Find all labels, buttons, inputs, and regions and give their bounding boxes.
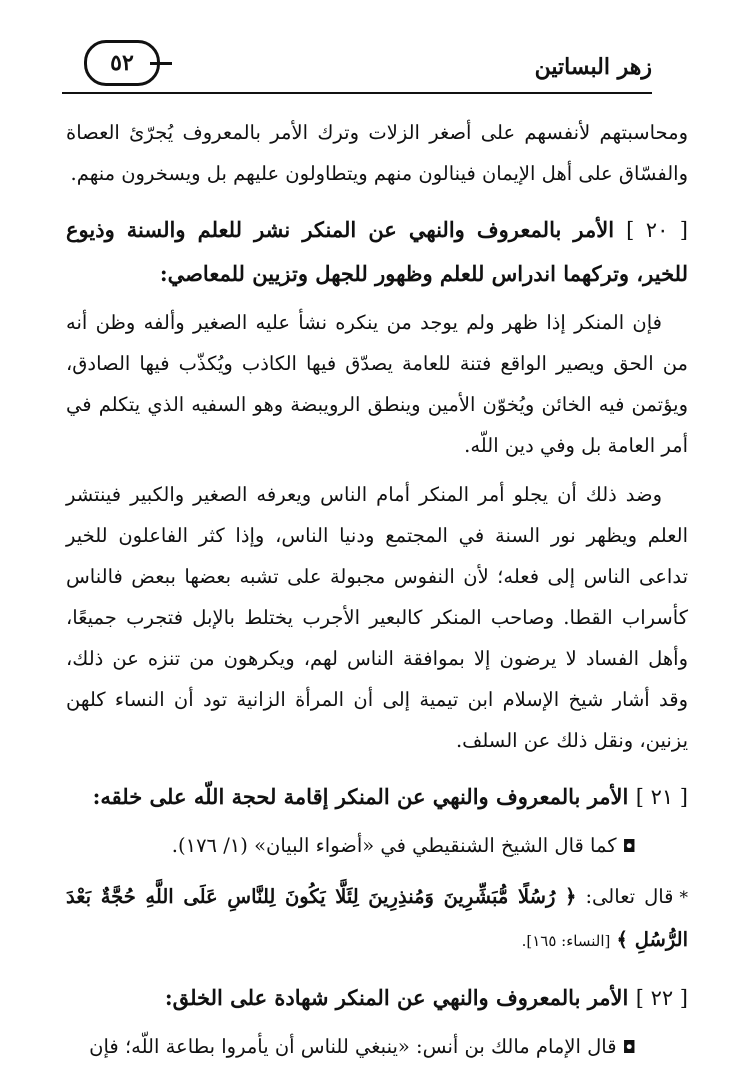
verse-lead: قال تعالى: [585,885,674,908]
verse-reference: [النساء: ١٦٥]. [521,932,611,950]
section-title: الأمر بالمعروف والنهي عن المنكر نشر للعلم والسنة وذيوع للخير، وتركهما اندراس للعلم وظهور للجهل وتزيين للمعاصي: [66,217,688,286]
page-number-badge [84,40,160,86]
paragraph-3: وضد ذلك أن يجلو أمر المنكر أمام الناس ويعرفه الصغير والكبير فينتشر العلم ويظهر نور السنة في المجتمع ودنيا الناس، وإذا كثر الفاعلون للخير تداعى الناس إلى فعله؛ لأن النفوس مجبولة على تشبه بعضها ببعض فالناس كأسراب القطا. وصاحب المنكر كالبعير الأجرب يختلط بالإبل فتجرب جميعًا، وأهل الفساد لا يرضون إلا بموافقة الناس لهم، ويكرهون من تنزه عن ذلك، وقد أشار شيخ الإسلام ابن تيمية إلى أن المرأة الزانية تود أن النساء كلهن يزنين، ونقل ذلك عن السلف. [66,483,688,752]
box-marker-icon: ◘ [622,1038,636,1058]
page-header [62,40,686,96]
paragraph-2: فإن المنكر إذا ظهر ولم يوجد من ينكره نشأ عليه الصغير وألفه وظن أنه من الحق ويصير الواقع فتنة للعامة يصدّق فيها الكاذب ويُكذّب فيها الصادق، ويؤتمن فيه الخائن ويُخوّن الأمين وينطق الرويبضة وهو السفيه الذي يتكلم في أمر العامة بل وفي دين اللّه. [66,311,688,457]
running-title: زهر البساتين [534,54,652,80]
page-number: ٥٢ [110,50,134,76]
paragraph-4 [66,825,688,868]
section-number: [ ٢١ ] [635,785,688,809]
paragraph-1: ومحاسبتهم لأنفسهم على أصغر الزلات وترك الأمر بالمعروف يُجرّئ العصاة والفسّاق على أهل الإيمان فينالون منهم ويتطاولون عليهم بل ويسخرون منهم. [66,121,688,185]
paragraph-text: كما قال الشيخ الشنقيطي في «أضواء البيان» (١/ ١٧٦). [171,834,617,857]
section-number: [ ٢٢ ] [635,986,688,1010]
quran-verse: ﴿ رُسُلًا مُّبَشِّرِينَ وَمُنذِرِينَ لِئَلَّا يَكُونَ لِلنَّاسِ عَلَى اللَّهِ حُجَّةٌ بَعْدَ الرُّسُلِ ﴾ [66,885,688,951]
paragraph-6 [66,1026,688,1069]
section-number: [ ٢٠ ] [626,218,689,242]
section-heading-20 [66,208,688,296]
section-title: الأمر بالمعروف والنهي عن المنكر إقامة لحجة اللّه على خلقه: [92,784,629,809]
badge-ornament [150,62,172,65]
paragraph-text: قال الإمام مالك بن أنس: «ينبغي للناس أن يأمروا بطاعة اللّه؛ فإن [89,1035,617,1058]
asterisk-marker-icon: * [679,888,688,908]
section-heading-22 [66,976,688,1020]
section-title: الأمر بالمعروف والنهي عن المنكر شهادة على الخلق: [164,985,629,1010]
paragraph-5 [66,876,688,962]
header-rule [62,92,652,94]
section-heading-21 [66,775,688,819]
body-text [66,112,688,1069]
box-marker-icon: ◘ [622,837,636,857]
